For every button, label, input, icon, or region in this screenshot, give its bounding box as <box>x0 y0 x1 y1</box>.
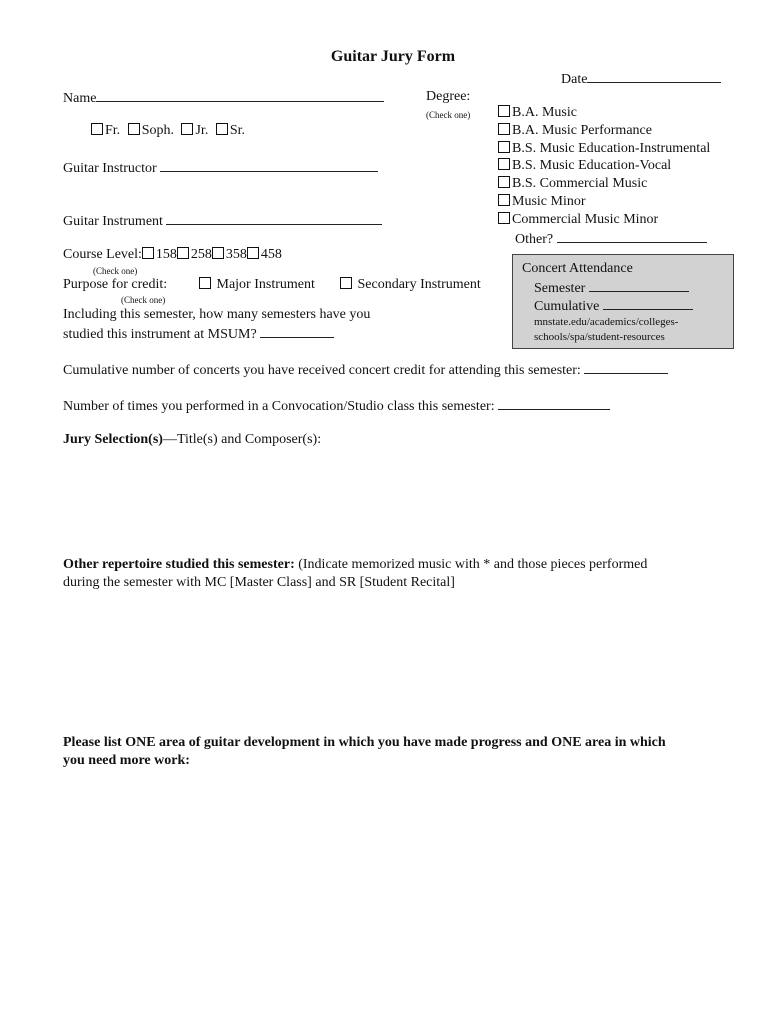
concert-cumulative-row <box>534 297 693 315</box>
degree-checkbox[interactable] <box>498 158 510 170</box>
jury-selection-rest: —Title(s) and Composer(s): <box>162 432 322 447</box>
degree-option <box>498 194 586 210</box>
other-repertoire-area[interactable] <box>63 596 713 726</box>
instrument-label: Guitar Instrument <box>63 214 163 229</box>
course-358-label: 358 <box>225 247 247 262</box>
other-repertoire-rest: (Indicate memorized music with * and those pieces performed <box>298 557 648 572</box>
concert-attendance-box <box>512 254 734 349</box>
concert-semester-field[interactable] <box>589 279 689 292</box>
purpose-label: Purpose for credit: <box>63 277 168 292</box>
class-sr-checkbox[interactable] <box>216 123 228 135</box>
degree-label-text: B.S. Commercial Music <box>512 176 648 191</box>
form-title: Guitar Jury Form <box>330 48 456 65</box>
instrument-row <box>63 212 382 230</box>
degree-option <box>498 158 671 174</box>
class-jr-checkbox[interactable] <box>181 123 193 135</box>
class-level-group <box>91 123 245 139</box>
name-label: Name <box>63 91 97 106</box>
name-field[interactable] <box>96 89 384 102</box>
instrument-field[interactable] <box>166 212 382 225</box>
date-field[interactable] <box>587 70 721 83</box>
other-repertoire-line2: during the semester with MC [Master Class] and SR [Student Recital] <box>63 575 455 590</box>
degree-option <box>498 141 710 157</box>
jury-selection-bold: Jury Selection(s) <box>63 432 163 447</box>
semesters-field[interactable] <box>260 325 334 338</box>
instructor-row <box>63 159 378 177</box>
class-soph-checkbox[interactable] <box>128 123 140 135</box>
course-358-checkbox[interactable] <box>212 247 224 259</box>
degree-label-text: B.A. Music <box>512 105 577 120</box>
instructor-field[interactable] <box>160 159 378 172</box>
degree-label-text: B.S. Music Education-Vocal <box>512 158 672 173</box>
purpose-secondary-label: Secondary Instrument <box>357 277 481 292</box>
degree-checkbox[interactable] <box>498 105 510 117</box>
purpose-major-label: Major Instrument <box>216 277 315 292</box>
semesters-question-row <box>63 325 334 343</box>
date-row <box>561 70 721 88</box>
degree-label-text: Music Minor <box>512 194 586 209</box>
degree-checkbox[interactable] <box>498 194 510 206</box>
degree-checkbox[interactable] <box>498 212 510 224</box>
semesters-question-line1: Including this semester, how many semesters have you <box>63 307 371 322</box>
degree-option <box>498 123 652 139</box>
concert-url-line1: mnstate.edu/academics/colleges- <box>534 316 679 328</box>
degree-other-label: Other? <box>515 232 554 247</box>
cumulative-concerts-question: Cumulative number of concerts you have received concert credit for attending this semester: <box>63 363 581 378</box>
concert-cumulative-field[interactable] <box>603 297 693 310</box>
class-jr-label: Jr. <box>195 123 209 138</box>
convocation-question: Number of times you performed in a Convocation/Studio class this semester: <box>63 399 495 414</box>
degree-label-text: Commercial Music Minor <box>512 212 659 227</box>
purpose-secondary-checkbox[interactable] <box>340 277 352 289</box>
convocation-row <box>63 397 610 415</box>
degree-checkbox[interactable] <box>498 141 510 153</box>
progress-question-line2: you need more work: <box>63 753 190 768</box>
course-check-one: (Check one) <box>93 266 138 276</box>
class-fr-label: Fr. <box>105 123 121 138</box>
course-level-row <box>63 247 282 263</box>
degree-option <box>498 176 647 192</box>
name-row <box>63 89 384 107</box>
concert-heading: Concert Attendance <box>522 261 633 276</box>
other-repertoire-bold: Other repertoire studied this semester: <box>63 557 295 572</box>
course-158-checkbox[interactable] <box>142 247 154 259</box>
concert-semester-row <box>534 279 689 297</box>
degree-option <box>498 212 658 228</box>
course-level-label: Course Level: <box>63 247 142 262</box>
course-458-label: 458 <box>260 247 282 262</box>
purpose-secondary-option <box>340 277 481 293</box>
other-repertoire-line1 <box>63 557 647 573</box>
class-sr-label: Sr. <box>229 123 246 138</box>
class-soph-label: Soph. <box>141 123 174 138</box>
date-label: Date <box>561 72 588 87</box>
purpose-check-one: (Check one) <box>121 295 166 305</box>
jury-selection-heading <box>63 432 321 448</box>
instructor-label: Guitar Instructor <box>63 161 157 176</box>
degree-check-one: (Check one) <box>426 110 471 120</box>
concert-semester-label: Semester <box>534 281 586 296</box>
degree-other-field[interactable] <box>557 230 707 243</box>
jury-selection-area[interactable] <box>63 452 713 547</box>
cumulative-concerts-row <box>63 361 668 379</box>
degree-checkbox[interactable] <box>498 123 510 135</box>
concert-url-line2: schools/spa/student-resources <box>534 331 665 343</box>
concert-cumulative-label: Cumulative <box>534 299 600 314</box>
class-fr-checkbox[interactable] <box>91 123 103 135</box>
course-258-checkbox[interactable] <box>177 247 189 259</box>
purpose-major-option <box>199 277 315 293</box>
progress-answer-area[interactable] <box>63 774 713 994</box>
course-258-label: 258 <box>190 247 212 262</box>
degree-label-text: B.A. Music Performance <box>512 123 652 138</box>
semesters-question-line2: studied this instrument at MSUM? <box>63 327 257 342</box>
purpose-major-checkbox[interactable] <box>199 277 211 289</box>
degree-other-row <box>515 230 707 248</box>
convocation-field[interactable] <box>498 397 610 410</box>
degree-label: Degree: <box>426 89 471 104</box>
course-458-checkbox[interactable] <box>247 247 259 259</box>
degree-checkbox[interactable] <box>498 176 510 188</box>
progress-question-line1: Please list ONE area of guitar development in which you have made progress and ONE area in which <box>63 735 666 750</box>
course-158-label: 158 <box>155 247 177 262</box>
degree-label-text: B.S. Music Education-Instrumental <box>512 141 711 156</box>
degree-option <box>498 105 577 121</box>
cumulative-concerts-field[interactable] <box>584 361 668 374</box>
